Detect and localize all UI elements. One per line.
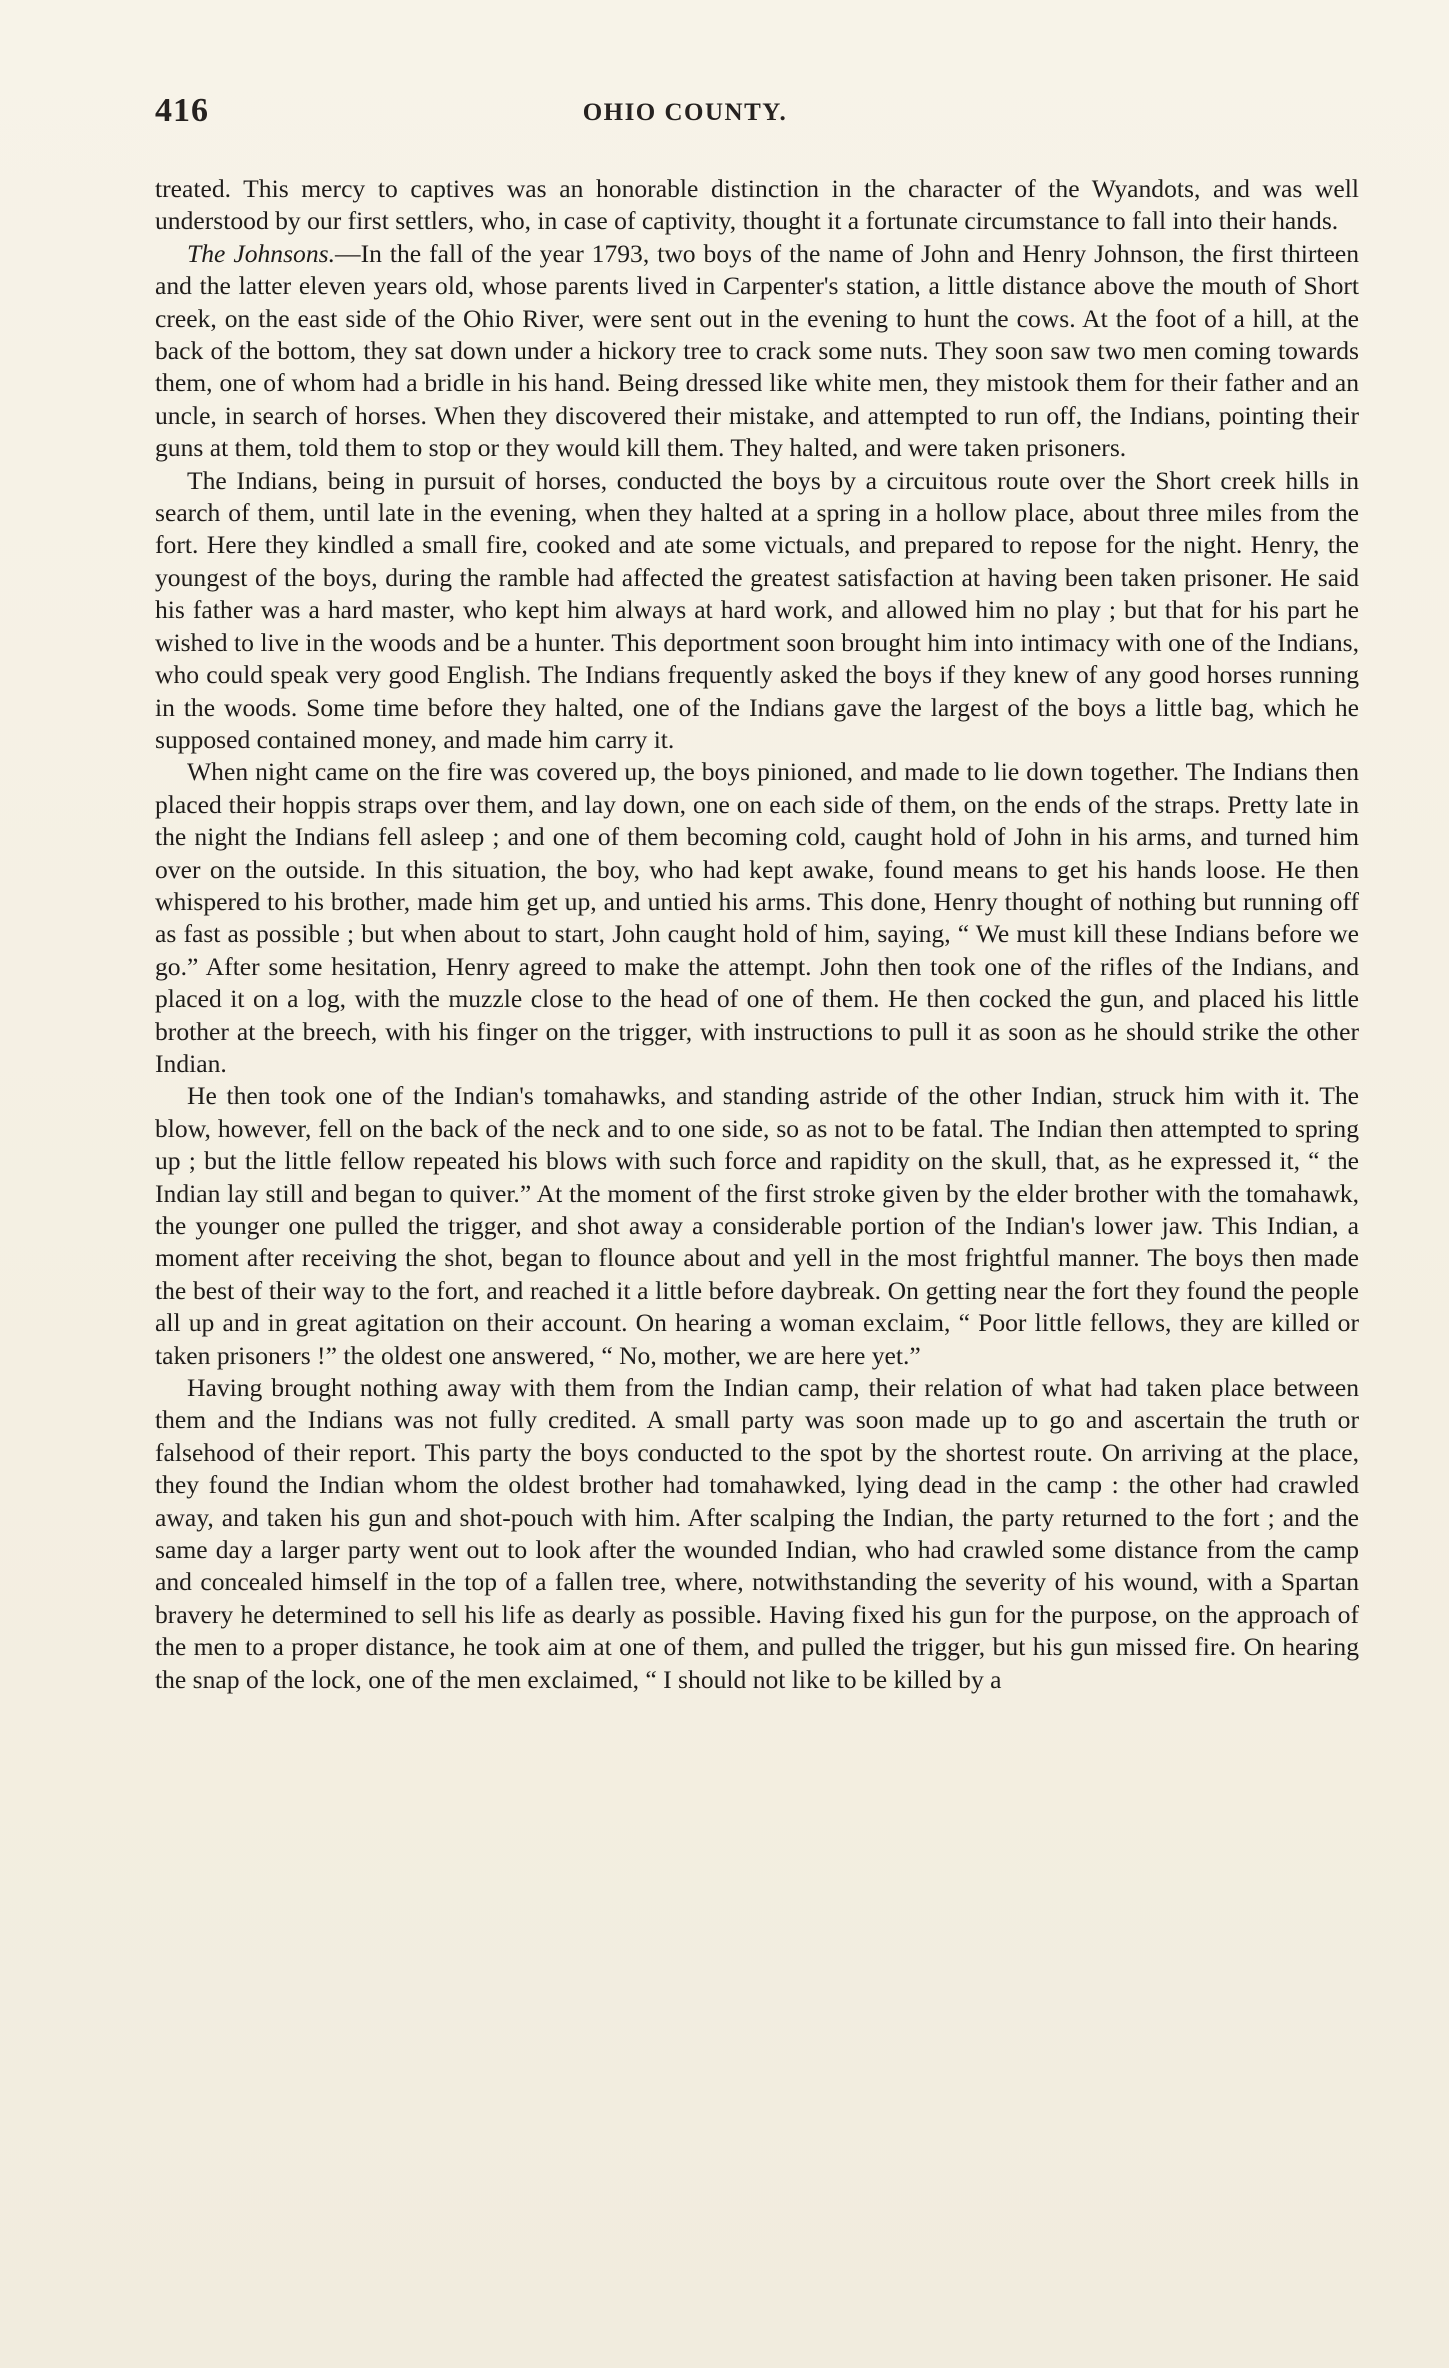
- body-text: [155, 173, 1359, 1696]
- paragraph-5: [155, 1080, 1359, 1372]
- paragraph-6: [155, 1372, 1359, 1696]
- page-number: 416: [155, 92, 209, 129]
- paragraph-1: [155, 173, 1359, 238]
- paragraph-5-text: He then took one of the Indian's tomahawks, and standing astride of the other Indian, struck him with it. The blow, however, fell on the back of the neck and to one side, so as not to be fatal. The Indian then attempted to spring up ; but the little fellow repeated his blows with such force and rapidity on the skull, that, as he expressed it, “ the Indian lay still and began to quiver.” At the moment of the first stroke given by the elder brother with the tomahawk, the younger one pulled the trigger, and shot away a considerable portion of the Indian's lower jaw. This Indian, a moment after receiving the shot, began to flounce about and yell in the most frightful manner. The boys then made the best of their way to the fort, and reached it a little before daybreak. On getting near the fort they found the people all up and in great agitation on their account. On hearing a woman exclaim, “ Poor little fellows, they are killed or taken prisoners !” the oldest one answered, “ No, mother, we are here yet.”: [155, 1081, 1359, 1370]
- paragraph-2-text: —In the fall of the year 1793, two boys of the name of John and Henry Johnson, the first thirteen and the latter eleven years old, whose parents lived in Carpenter's station, a little distance above the mouth of Short creek, on the east side of the Ohio River, were sent out in the evening to hunt the cows. At the foot of a hill, at the back of the bottom, they sat down under a hickory tree to crack some nuts. They soon saw two men coming towards them, one of whom had a bridle in his hand. Being dressed like white men, they mistook them for their father and an uncle, in search of horses. When they discovered their mistake, and attempted to run off, the Indians, pointing their guns at them, told them to stop or they would kill them. They halted, and were taken prisoners.: [155, 238, 1359, 463]
- paragraph-3: [155, 465, 1359, 757]
- paragraph-4: [155, 756, 1359, 1080]
- paragraph-6-text: Having brought nothing away with them from the Indian camp, their relation of what had taken place between them and the Indians was not fully credited. A small party was soon made up to go and ascertain the truth or falsehood of their report. This party the boys conducted to the spot by the shortest route. On arriving at the place, they found the Indian whom the oldest brother had tomahawked, lying dead in the camp : the other had crawled away, and taken his gun and shot-pouch with him. After scalping the Indian, the party returned to the fort ; and the same day a larger party went out to look after the wounded Indian, who had crawled some distance from the camp and concealed himself in the top of a fallen tree, where, notwithstanding the severity of his wound, with a Spartan bravery he determined to sell his life as dearly as possible. Having fixed his gun for the purpose, on the approach of the men to a proper distance, he took aim at one of them, and pulled the trigger, but his gun missed fire. On hearing the snap of the lock, one of the men exclaimed, “ I should not like to be killed by a: [155, 1373, 1359, 1694]
- section-title-johnsons: The Johnsons.: [187, 238, 336, 268]
- paragraph-1-text: treated. This mercy to captives was an honorable distinction in the character of the Wyandots, and was well understood by our first settlers, who, in case of captivity, thought it a fortunate circumstance to fall into their hands.: [155, 174, 1359, 236]
- page-header: [155, 92, 1345, 132]
- running-title: OHIO COUNTY.: [582, 99, 788, 126]
- paragraph-2: [155, 238, 1359, 465]
- paragraph-3-text: The Indians, being in pursuit of horses, conducted the boys by a circuitous route over the Short creek hills in search of them, until late in the evening, when they halted at a spring in a hollow place, about three miles from the fort. Here they kindled a small fire, cooked and ate some victuals, and prepared to repose for the night. Henry, the youngest of the boys, during the ramble had affected the greatest satisfaction at having been taken prisoner. He said his father was a hard master, who kept him always at hard work, and allowed him no play ; but that for his part he wished to live in the woods and be a hunter. This deportment soon brought him into intimacy with one of the Indians, who could speak very good English. The Indians frequently asked the boys if they knew of any good horses running in the woods. Some time before they halted, one of the Indians gave the largest of the boys a little bag, which he supposed contained money, and made him carry it.: [155, 465, 1359, 754]
- paragraph-4-text: When night came on the fire was covered up, the boys pinioned, and made to lie down together. The Indians then placed their hoppis straps over them, and lay down, one on each side of them, on the ends of the straps. Pretty late in the night the Indians fell asleep ; and one of them becoming cold, caught hold of John in his arms, and turned him over on the outside. In this situation, the boy, who had kept awake, found means to get his hands loose. He then whispered to his brother, made him get up, and untied his arms. This done, Henry thought of nothing but running off as fast as possible ; but when about to start, John caught hold of him, saying, “ We must kill these Indians before we go.” After some hesitation, Henry agreed to make the attempt. John then took one of the rifles of the Indians, and placed it on a log, with the muzzle close to the head of one of them. He then cocked the gun, and placed his little brother at the breech, with his finger on the trigger, with instructions to pull it as soon as he should strike the other Indian.: [155, 757, 1359, 1078]
